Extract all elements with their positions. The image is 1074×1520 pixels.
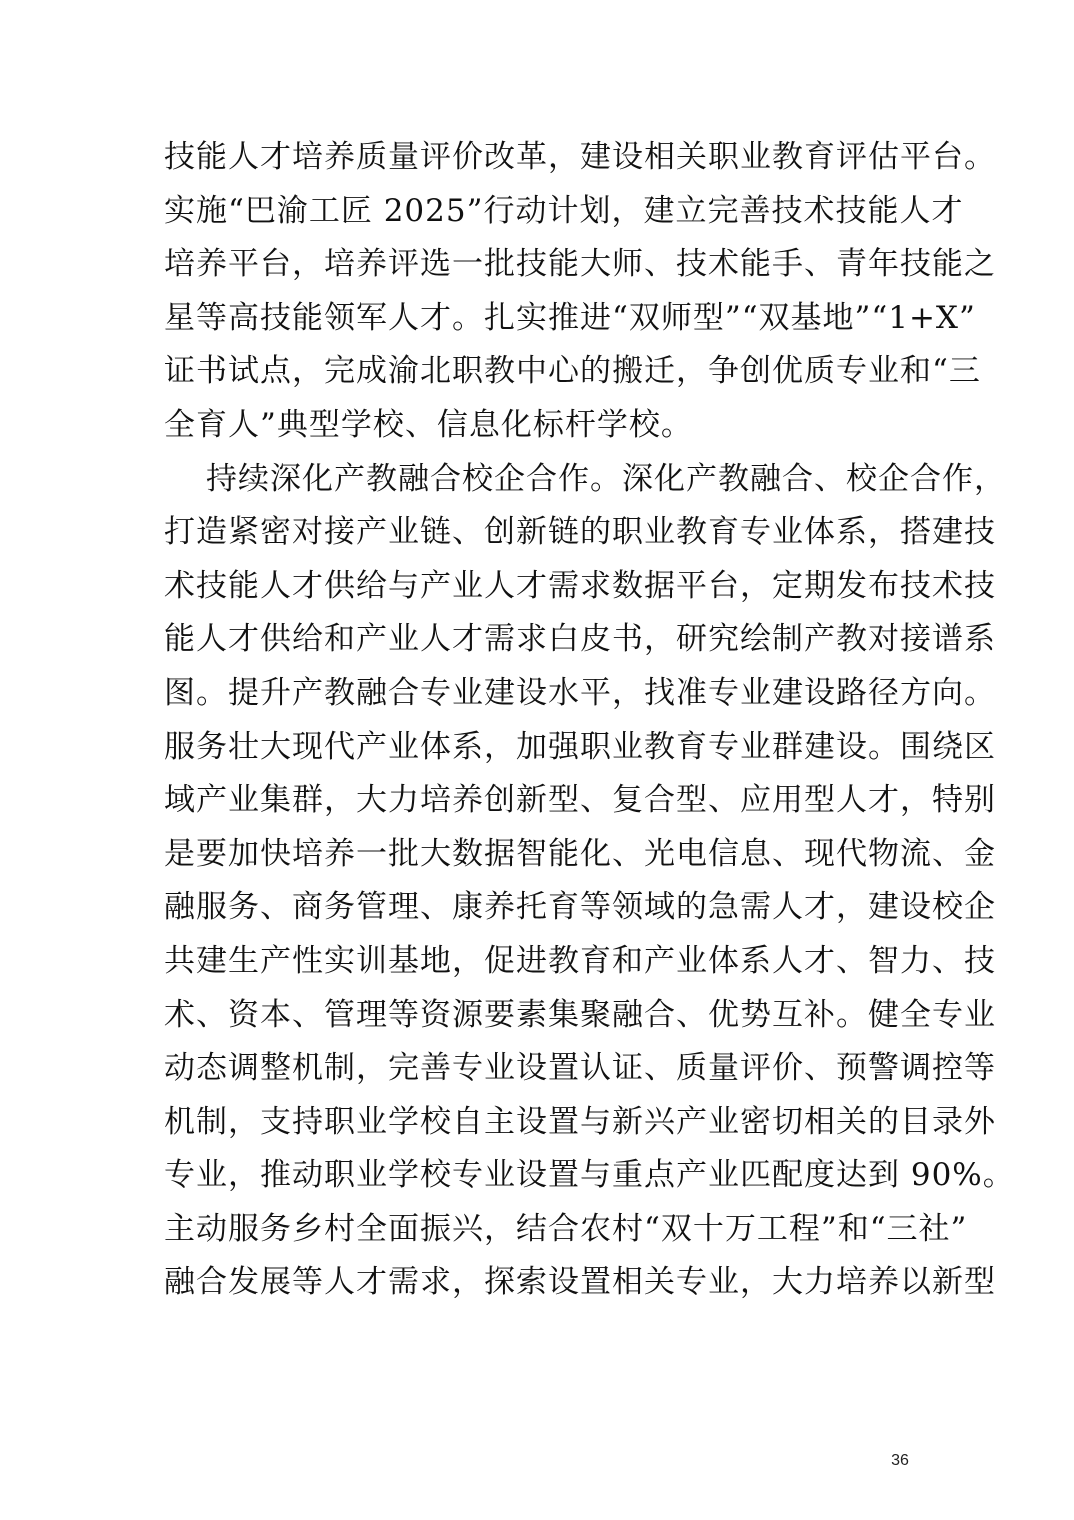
text-line: 能人才供给和产业人才需求白皮书，研究绘制产教对接谱系 <box>164 621 996 658</box>
text-line: 服务壮大现代产业体系，加强职业教育专业群建设。围绕区 <box>164 728 996 765</box>
page-number: 36 <box>891 1452 909 1469</box>
text-line: 是要加快培养一批大数据智能化、光电信息、现代物流、金 <box>164 835 996 872</box>
text-line: 培养平台，培养评选一批技能大师、技术能手、青年技能之 <box>164 246 996 283</box>
text-line: 域产业集群，大力培养创新型、复合型、应用型人才，特别 <box>164 782 996 819</box>
text-line: 专业，推动职业学校专业设置与重点产业匹配度达到 90%。 <box>164 1157 1015 1194</box>
text-line: 融合发展等人才需求，探索设置相关专业，大力培养以新型 <box>164 1264 996 1301</box>
text-line: 术、资本、管理等资源要素集聚融合、优势互补。健全专业 <box>164 996 996 1033</box>
text-line: 动态调整机制，完善专业设置认证、质量评价、预警调控等 <box>164 1050 996 1087</box>
text-line: 持续深化产教融合校企合作。深化产教融合、校企合作， <box>206 460 1006 497</box>
text-line: 机制，支持职业学校自主设置与新兴产业密切相关的目录外 <box>164 1103 996 1140</box>
text-line: 打造紧密对接产业链、创新链的职业教育专业体系，搭建技 <box>164 514 996 551</box>
text-line: 技能人才培养质量评价改革，建设相关职业教育评估平台。 <box>164 139 996 175</box>
text-line: 全育人”典型学校、信息化标杆学校。 <box>164 406 693 443</box>
text-line: 图。提升产教融合专业建设水平，找准专业建设路径方向。 <box>164 674 996 711</box>
text-line: 证书试点，完成渝北职教中心的搬迁，争创优质专业和“三 <box>164 353 981 390</box>
text-line: 融服务、商务管理、康养托育等领域的急需人才，建设校企 <box>164 889 996 926</box>
text-line: 术技能人才供给与产业人才需求数据平台，定期发布技术技 <box>164 567 996 604</box>
text-line: 星等高技能领军人才。扎实推进“双师型”“双基地”“1+X” <box>164 299 976 336</box>
text-line: 共建生产性实训基地，促进教育和产业体系人才、智力、技 <box>164 942 996 979</box>
text-line: 主动服务乡村全面振兴，结合农村“双十万工程”和“三社” <box>164 1210 968 1247</box>
text-line: 实施“巴渝工匠 2025”行动计划，建立完善技术技能人才 <box>164 192 964 229</box>
body-text <box>164 131 1015 1310</box>
